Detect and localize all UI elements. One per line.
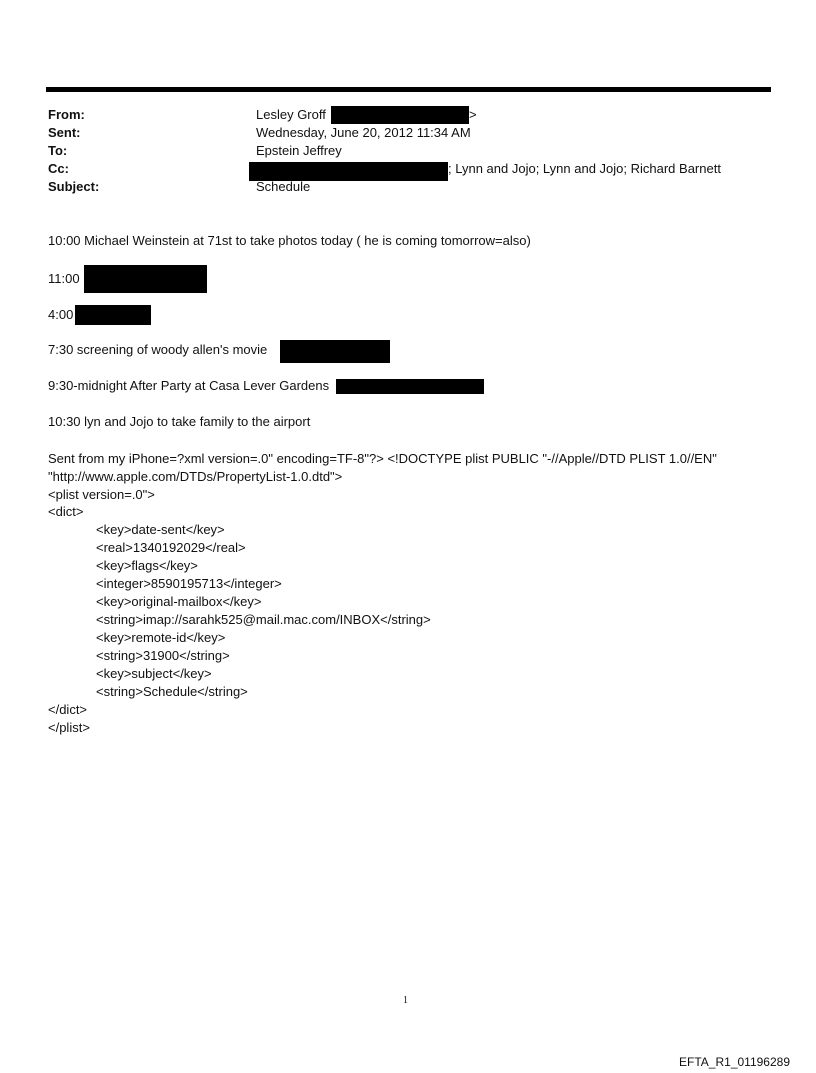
to-value: Epstein Jeffrey <box>256 143 342 158</box>
line5-redaction <box>336 379 484 394</box>
subject-label: Subject: <box>48 179 100 194</box>
dict-open: <dict> <box>48 504 84 519</box>
body-line-4: 7:30 screening of woody allen's movie <box>48 342 268 357</box>
plist-entry: <key>date-sent</key> <box>96 522 225 537</box>
cc-value: ; Lynn and Jojo; Lynn and Jojo; Richard Barnett <box>448 161 721 176</box>
line4-redaction <box>280 340 390 363</box>
dict-close: </dict> <box>48 702 88 717</box>
plist-entry: <real>1340192029</real> <box>96 540 246 555</box>
plist-entry: <key>subject</key> <box>96 666 212 681</box>
line2-redaction <box>84 265 207 293</box>
to-label: To: <box>48 143 68 158</box>
plist-entry: <key>original-mailbox</key> <box>96 594 262 609</box>
subject-value: Schedule <box>256 179 311 194</box>
from-label: From: <box>48 107 85 122</box>
body-line-3: 4:00 <box>48 307 74 322</box>
plist-close: </plist> <box>48 720 90 735</box>
document-id: EFTA_R1_01196289 <box>679 1055 790 1069</box>
from-value <box>256 106 326 124</box>
page-number: 1 <box>403 995 408 1006</box>
plist-entry: <key>flags</key> <box>96 558 198 573</box>
plist-entry: <key>remote-id</key> <box>96 630 226 645</box>
line3-redaction <box>75 305 151 325</box>
body-line-5: 9:30-midnight After Party at Casa Lever Gardens <box>48 378 330 393</box>
sent-value: Wednesday, June 20, 2012 11:34 AM <box>256 125 471 140</box>
sent-from-line-2: "http://www.apple.com/DTDs/PropertyList-1.0.dtd"> <box>48 469 343 484</box>
body-line-6: 10:30 lyn and Jojo to take family to the airport <box>48 414 311 429</box>
from-suffix: > <box>469 107 477 122</box>
sent-label: Sent: <box>48 125 81 140</box>
plist-entry: <string>imap://sarahk525@mail.mac.com/INBOX</string> <box>96 612 431 627</box>
body-line-1: 10:00 Michael Weinstein at 71st to take photos today ( he is coming tomorrow=also) <box>48 233 531 248</box>
plist-entry: <integer>8590195713</integer> <box>96 576 282 591</box>
body-line-2: 11:00 <box>48 271 80 286</box>
sent-from-line-1: Sent from my iPhone=?xml version=.0" encoding=TF-8"?> <!DOCTYPE plist PUBLIC "-//Apple//DTD PLIST 1.0//EN" <box>48 451 717 466</box>
header-rule <box>46 87 771 92</box>
plist-entry: <string>31900</string> <box>96 648 230 663</box>
from-redaction <box>331 106 469 124</box>
cc-label: Cc: <box>48 161 69 176</box>
from-name: Lesley Groff <box>256 107 326 122</box>
plist-open: <plist version=.0"> <box>48 487 155 502</box>
plist-entry: <string>Schedule</string> <box>96 684 248 699</box>
